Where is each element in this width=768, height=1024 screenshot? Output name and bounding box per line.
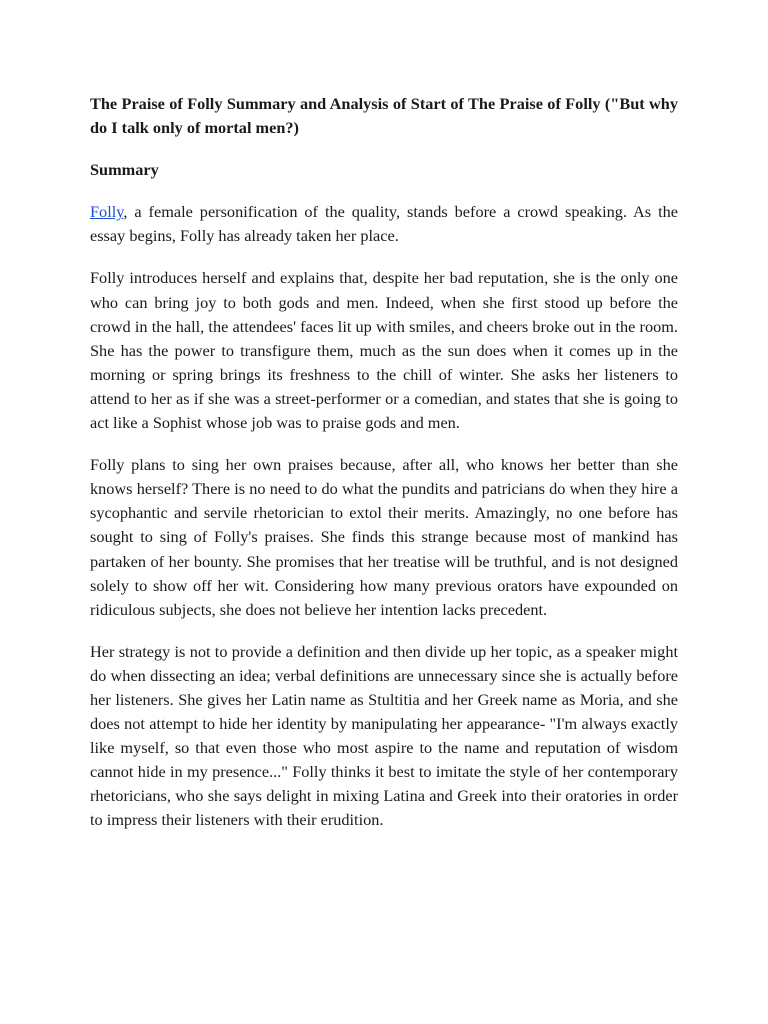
document-page [90,92,678,833]
document-title: The Praise of Folly Summary and Analysis of Start of The Praise of Folly ("But why do I talk only of mortal men?) [90,94,678,138]
section-heading-summary: Summary [90,160,159,180]
paragraph-4: Her strategy is not to provide a definition and then divide up her topic, as a speaker might do when dissecting an idea; verbal definitions are unnecessary since she is actually before her listeners. She gives her Latin name as Stultitia and her Greek name as Moria, and she does not attempt to hide her identity by manipulating her appearance- "I'm always exactly like myself, so that even those who most aspire to the name and reputation of wisdom cannot hide in my presence..." Folly thinks it best to imitate the style of her contemporary rhetoricians, who she says delight in mixing Latina and Greek into their oratories in order to impress their listeners with their erudition. [90,641,678,830]
paragraph-2: Folly introduces herself and explains that, despite her bad reputation, she is the only one who can bring joy to both gods and men. Indeed, when she first stood up before the crowd in the hall, the attendees' faces lit up with smiles, and cheers broke out in the room. She has the power to transfigure them, much as the sun does when it comes up in the morning or spring brings its freshness to the chill of winter. She asks her listeners to attend to her as if she was a street-performer or a comedian, and states that she is going to act like a Sophist whose job was to praise gods and men. [90,268,678,433]
paragraph-1 [90,200,678,248]
folly-link[interactable]: Folly [90,202,124,222]
paragraph-1-text: , a female personification of the quality, stands before a crowd speaking. As the essay begins, Folly has already taken her place. [90,202,678,246]
paragraph-3: Folly plans to sing her own praises because, after all, who knows her better than she knows herself? There is no need to do what the pundits and patricians do when they hire a sycophantic and servile rhetorician to extol their merits. Amazingly, no one before has sought to sing of Folly's praises. She finds this strange because most of mankind has partaken of her bounty. She promises that her treatise will be truthful, and is not designed solely to show off her wit. Considering how many previous orators have expounded on ridiculous subjects, she does not believe her intention lacks precedent. [90,455,678,619]
